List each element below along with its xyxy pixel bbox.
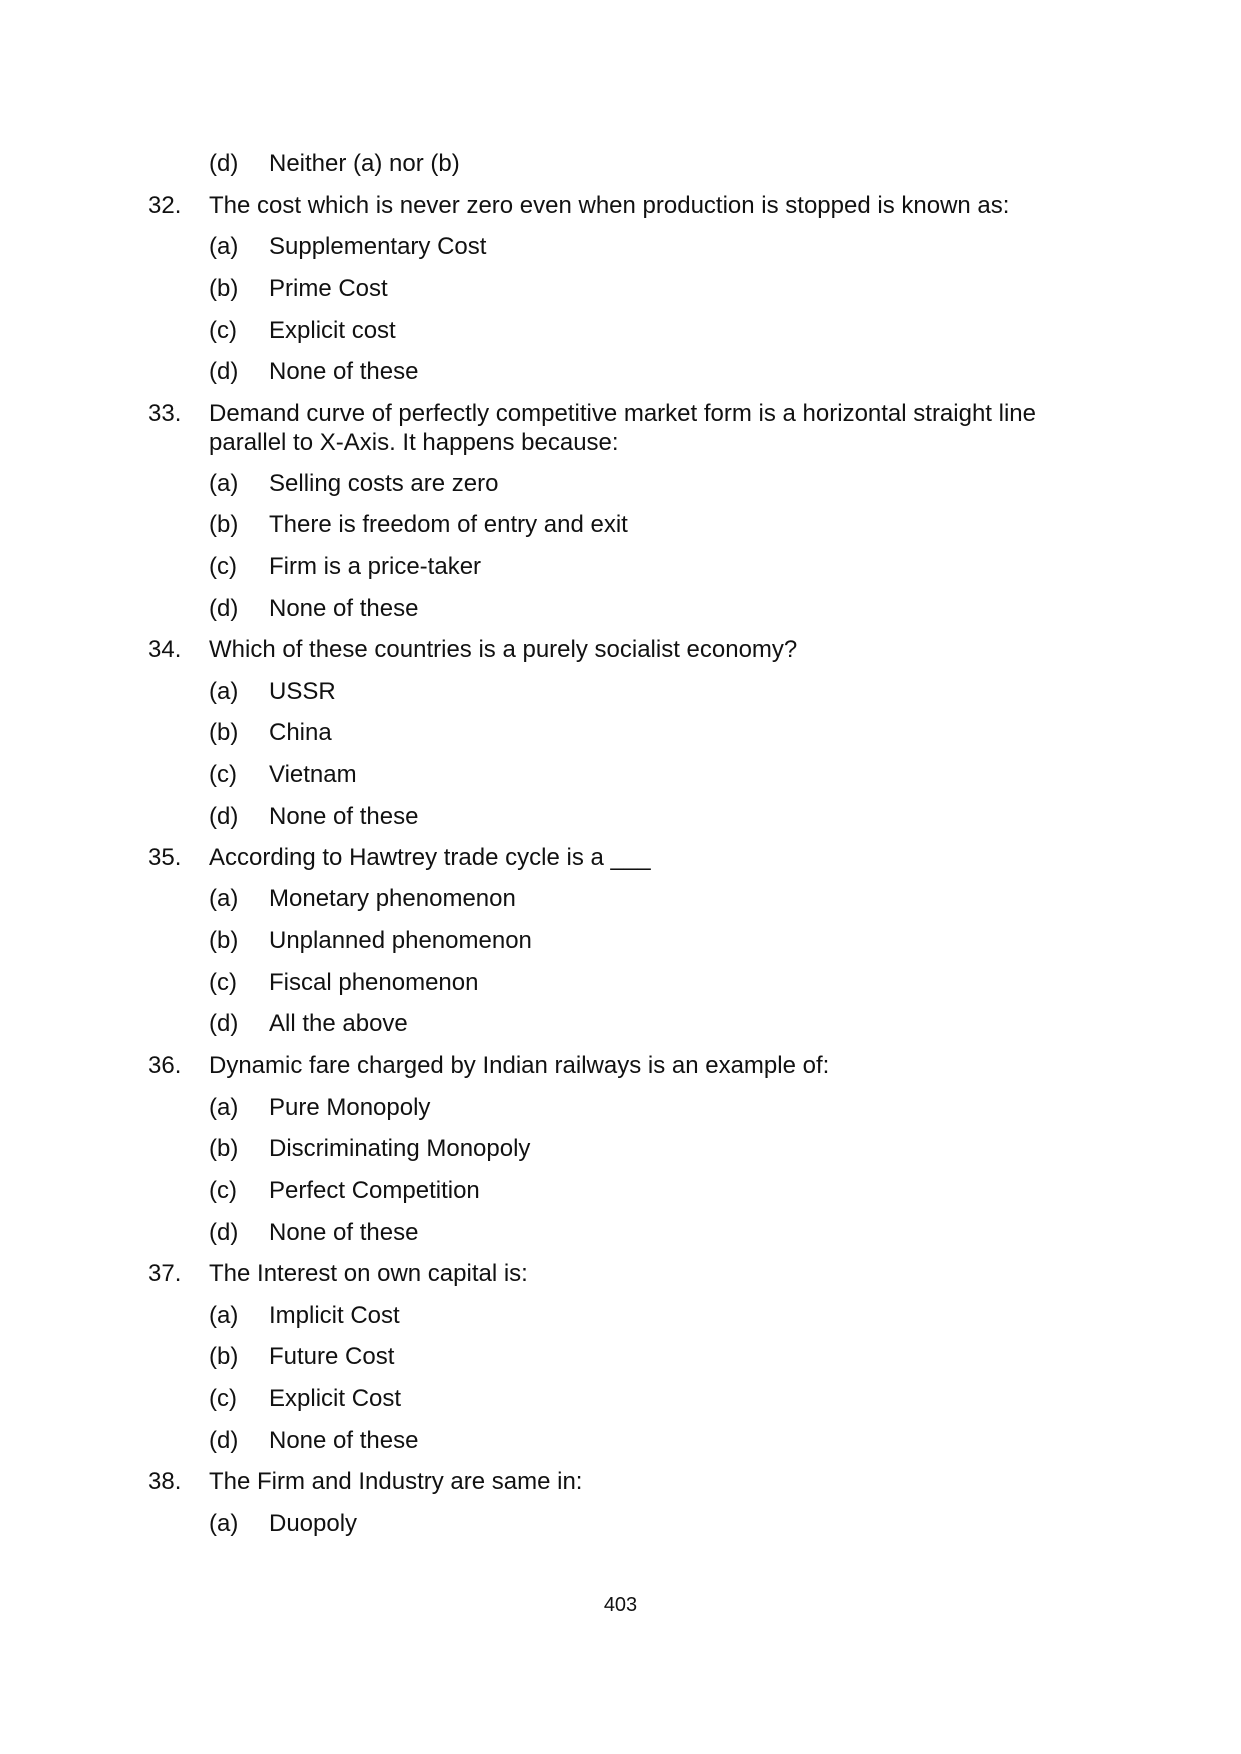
option-text: All the above xyxy=(269,1010,408,1037)
option-text: There is freedom of entry and exit xyxy=(269,511,628,538)
option-text: China xyxy=(269,719,332,746)
page-number: 403 xyxy=(603,1594,638,1616)
option-label: (a) xyxy=(209,1302,239,1329)
option-label: (d) xyxy=(209,595,239,622)
option-label: (b) xyxy=(209,511,239,538)
option-label: (a) xyxy=(209,470,239,497)
option-label: (b) xyxy=(209,1135,239,1162)
option-label: (d) xyxy=(209,1427,239,1454)
option-label: (d) xyxy=(209,150,239,177)
option-text: Implicit Cost xyxy=(269,1302,400,1329)
option-label: (c) xyxy=(209,761,237,788)
option-label: (d) xyxy=(209,803,239,830)
option-text: None of these xyxy=(269,803,419,830)
option-text: Pure Monopoly xyxy=(269,1094,431,1121)
question-number: 35. xyxy=(148,844,182,871)
question-text: parallel to X-Axis. It happens because: xyxy=(209,429,619,456)
question-text: Demand curve of perfectly competitive market form is a horizontal straight line xyxy=(209,400,1037,427)
option-label: (a) xyxy=(209,233,239,260)
question-text: Which of these countries is a purely socialist economy? xyxy=(209,636,798,663)
option-text: Fiscal phenomenon xyxy=(269,969,479,996)
question-number: 36. xyxy=(148,1052,182,1079)
question-number: 32. xyxy=(148,192,182,219)
option-label: (a) xyxy=(209,1510,239,1537)
option-text: Supplementary Cost xyxy=(269,233,487,260)
question-number: 38. xyxy=(148,1468,182,1495)
option-text: Prime Cost xyxy=(269,275,388,302)
option-label: (c) xyxy=(209,553,237,580)
option-text: None of these xyxy=(269,595,419,622)
question-text: The Firm and Industry are same in: xyxy=(209,1468,583,1495)
option-text: None of these xyxy=(269,1219,419,1246)
option-label: (b) xyxy=(209,927,239,954)
question-text: The Interest on own capital is: xyxy=(209,1260,528,1287)
question-number: 37. xyxy=(148,1260,182,1287)
option-text: Discriminating Monopoly xyxy=(269,1135,531,1162)
option-text: USSR xyxy=(269,678,336,705)
option-label: (a) xyxy=(209,1094,239,1121)
option-text: None of these xyxy=(269,358,419,385)
option-label: (c) xyxy=(209,317,237,344)
option-label: (c) xyxy=(209,1177,237,1204)
option-text: Vietnam xyxy=(269,761,357,788)
question-text: According to Hawtrey trade cycle is a ___ xyxy=(209,844,651,871)
option-label: (a) xyxy=(209,678,239,705)
option-text: Unplanned phenomenon xyxy=(269,927,532,954)
question-text: The cost which is never zero even when production is stopped is known as: xyxy=(209,192,1010,219)
option-label: (a) xyxy=(209,885,239,912)
option-text: Perfect Competition xyxy=(269,1177,480,1204)
option-label: (c) xyxy=(209,969,237,996)
question-number: 34. xyxy=(148,636,182,663)
option-label: (d) xyxy=(209,1219,239,1246)
option-text: Monetary phenomenon xyxy=(269,885,516,912)
option-label: (c) xyxy=(209,1385,237,1412)
option-label: (b) xyxy=(209,1343,239,1370)
option-label: (d) xyxy=(209,358,239,385)
option-text: Duopoly xyxy=(269,1510,358,1537)
option-label: (b) xyxy=(209,275,239,302)
option-text: Firm is a price-taker xyxy=(269,553,482,580)
option-label: (d) xyxy=(209,1010,239,1037)
option-text: None of these xyxy=(269,1427,419,1454)
option-text: Neither (a) nor (b) xyxy=(269,150,460,177)
option-text: Explicit Cost xyxy=(269,1385,402,1412)
question-text: Dynamic fare charged by Indian railways is an example of: xyxy=(209,1052,830,1079)
option-text: Future Cost xyxy=(269,1343,395,1370)
option-text: Selling costs are zero xyxy=(269,470,499,497)
question-number: 33. xyxy=(148,400,182,427)
option-text: Explicit cost xyxy=(269,317,396,344)
option-label: (b) xyxy=(209,719,239,746)
